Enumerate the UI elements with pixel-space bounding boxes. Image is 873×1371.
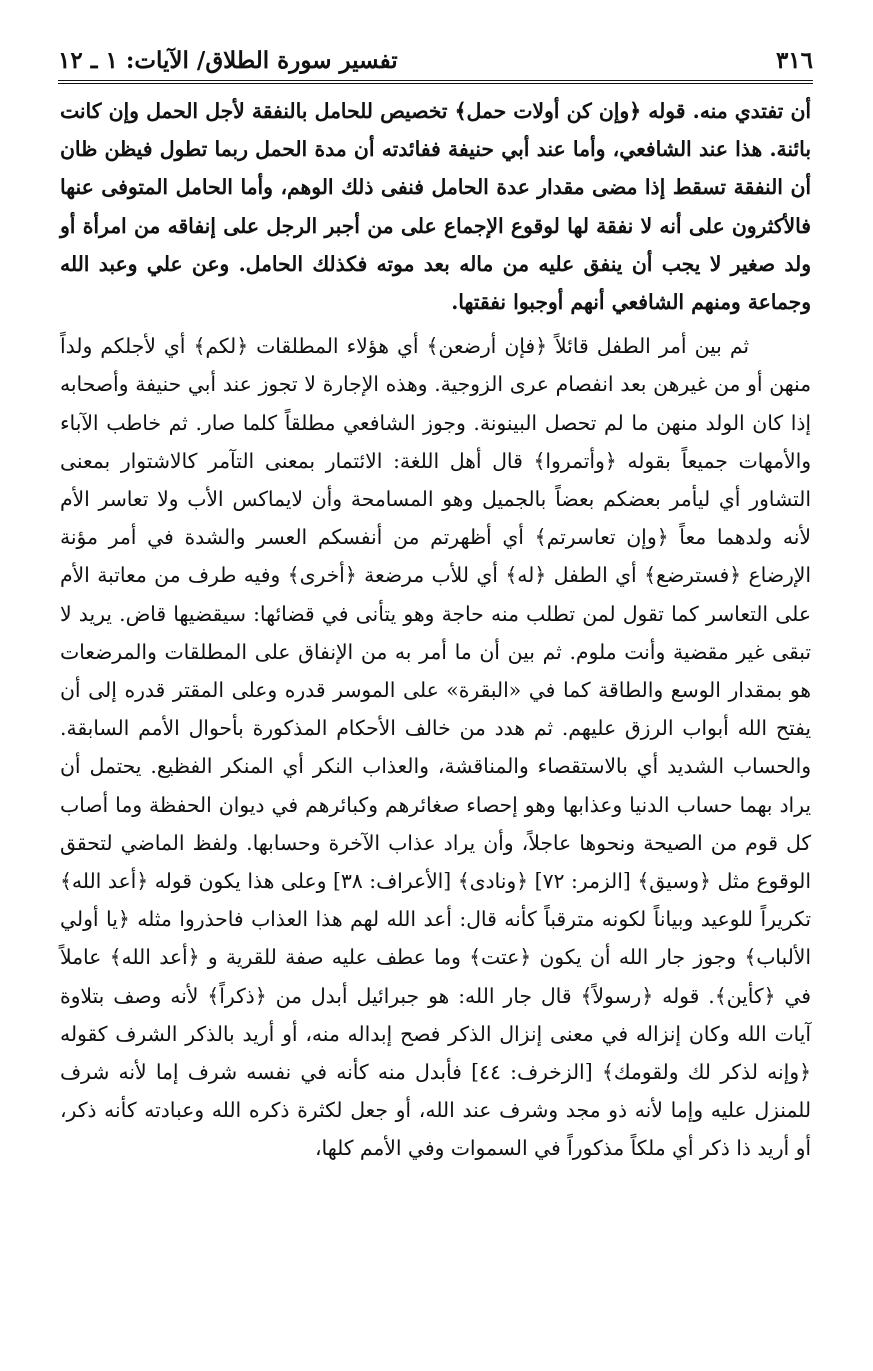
- paragraph-1: أن تفتدي منه. قوله ﴿وإن كن أولات حمل﴾ تخصيص للحامل بالنفقة لأجل الحمل وإن كانت بائنة. هذا عند الشافعي، وأما عند أبي حنيفة ففائدته أن مدة الحمل ربما تطول فيظن ظان أن النفقة تسقط إذا مضى مقدار عدة الحامل فنفى ذلك الوهم، وأما الحامل المتوفى عنها فالأكثرون على أنه لا نفقة لها لوقوع الإجماع على من أجبر الرجل على إنفاقه من امرأة أو ولد صغير لا يجب أن ينفق عليه من ماله بعد موته فكذلك الحامل. وعن علي وعبد الله وجماعة ومنهم الشافعي أنهم أوجبوا نفقتها.: [60, 99, 811, 315]
- paragraph-2: ثم بين أمر الطفل قائلاً ﴿فإن أرضعن﴾ أي هؤلاء المطلقات ﴿لكم﴾ أي لأجلكم ولداً منهن أو من غيرهن بعد انفصام عرى الزوجية. وهذه الإجارة لا تجوز عند أبي حنيفة وأصحابه إذا كان الولد منهن ما لم تحصل البينونة. وجوز الشافعي مطلقاً كلما صار. ثم خاطب الآباء والأمهات جميعاً بقوله ﴿وأتمروا﴾ قال أهل اللغة: الائتمار بمعنى التآمر كالاشتوار بمعنى التشاور أي ليأمر بعضكم بعضاً بالجميل وهو المسامحة وأن لايماكس الأب ولا تعاسر الأم لأنه ولدهما معاً ﴿وإن تعاسرتم﴾ أي أظهرتم من أنفسكم العسر والشدة في أمر مؤنة الإرضاع ﴿فسترضع﴾ أي الطفل ﴿له﴾ أي للأب مرضعة ﴿أخرى﴾ وفيه طرف من معاتبة الأم على التعاسر كما تقول لمن تطلب منه حاجة وهو يتأنى في قضائها: سيقضيها قاض. يريد لا تبقى غير مقضية وأنت ملوم. ثم بين أن ما أمر به من الإنفاق على المطلقات والمرضعات هو بمقدار الوسع والطاقة كما في «البقرة» على الموسر قدره وعلى المقتر قدره إلى أن يفتح الله أبواب الرزق عليهم. ثم هدد من خالف الأحكام المذكورة بأحوال الأمم السابقة. والحساب الشديد أي بالاستقصاء والمناقشة، والعذاب النكر أي المنكر الفظيع. يحتمل أن يراد بهما حساب الدنيا وعذابها وهو إحصاء صغائرهم وكبائرهم في ديوان الحفظة وما أصاب كل قوم من الصيحة ونحوها عاجلاً، وأن يراد عذاب الآخرة وحسابها. ولفظ الماضي لتحقق الوقوع مثل ﴿وسيق﴾ [الزمر: ٧٢] ﴿ونادى﴾ [الأعراف: ٣٨] وعلى هذا يكون قوله ﴿أعد الله﴾ تكريراً للوعيد وبياناً لكونه مترقباً كأنه قال: أعد الله لهم هذا العذاب فاحذروا مثله ﴿يا أولي الألباب﴾ وجوز جار الله أن يكون ﴿عتت﴾ وما عطف عليه صفة للقرية و ﴿أعد الله﴾ عاملاً في ﴿كأين﴾. قوله ﴿رسولاً﴾ قال جار الله: هو جبرائيل أبدل من ﴿ذكراً﴾ لأنه وصف بتلاوة آيات الله وكان إنزاله في معنى إنزال الذكر فصح إبداله منه، أو أريد بالذكر الشرف كقوله ﴿وإنه لذكر لك ولقومك﴾ [الزخرف: ٤٤] فأبدل منه كأنه في نفسه شرف إما لأنه شرف للمنزل عليه وإما لأنه ذو مجد وشرف عند الله، أو جعل لكثرة ذكره الله وعبادته كأنه ذكر، أو أريد ذا ذكر أي ملكاً مذكوراً في السموات وفي الأمم كلها،: [60, 334, 811, 1161]
- page-body: [60, 92, 811, 1168]
- running-title: تفسير سورة الطلاق/ الآيات: ١ ـ ١٢: [58, 47, 398, 74]
- header-divider: [58, 80, 813, 84]
- page-number: ٣١٦: [775, 47, 813, 74]
- page-header: [58, 36, 813, 76]
